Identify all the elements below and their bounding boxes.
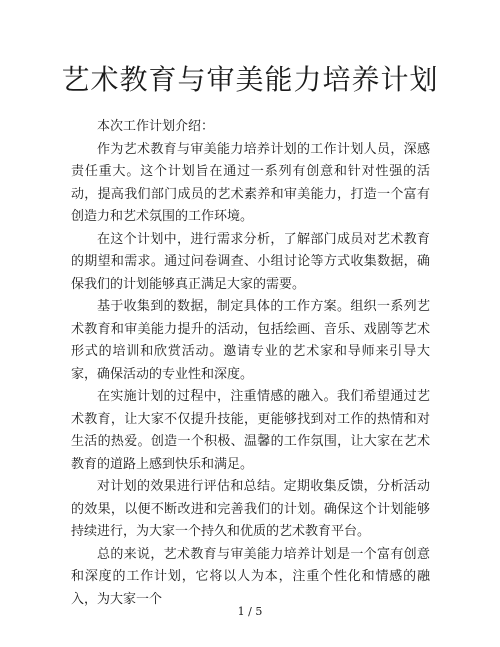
- paragraph: 作为艺术教育与审美能力培养计划的工作计划人员，深感责任重大。这个计划旨在通过一系列有创意和针对性强的活动，提高我们部门成员的艺术素养和审美能力，打造一个富有创造力和艺术氛围的工作环境。: [71, 141, 430, 224]
- paragraph: 总的来说，艺术教育与审美能力培养计划是一个富有创意和深度的工作计划，它将以人为本，注重个性化和情感的融入，为大家一个: [71, 546, 430, 607]
- page-number: 1 / 5: [237, 605, 263, 618]
- document-body: [71, 116, 430, 611]
- paragraph: 在这个计划中，进行需求分析，了解部门成员对艺术教育的期望和需求。通过问卷调查、小组讨论等方式收集数据，确保我们的计划能够真正满足大家的需要。: [71, 231, 430, 292]
- intro-line: 本次工作计划介绍：: [97, 119, 215, 134]
- paragraph: 对计划的效果进行评估和总结。定期收集反馈，分析活动的效果，以便不断改进和完善我们的计划。确保这个计划能够持续进行，为大家一个持久和优质的艺术教育平台。: [71, 479, 430, 539]
- paragraph: 在实施计划的过程中，注重情感的融入。我们希望通过艺术教育，让大家不仅提升技能，更能够找到对工作的热情和对生活的热爱。创造一个积极、温馨的工作氛围，让大家在艺术教育的道路上感到快乐和满足。: [71, 389, 430, 472]
- page-title: 艺术教育与审美能力培养计划: [61, 63, 439, 96]
- paragraph: 基于收集到的数据，制定具体的工作方案。组织一系列艺术教育和审美能力提升的活动，包括绘画、音乐、戏剧等艺术形式的培训和欣赏活动。邀请专业的艺术家和导师来引导大家，确保活动的专业性和深度。: [71, 299, 430, 382]
